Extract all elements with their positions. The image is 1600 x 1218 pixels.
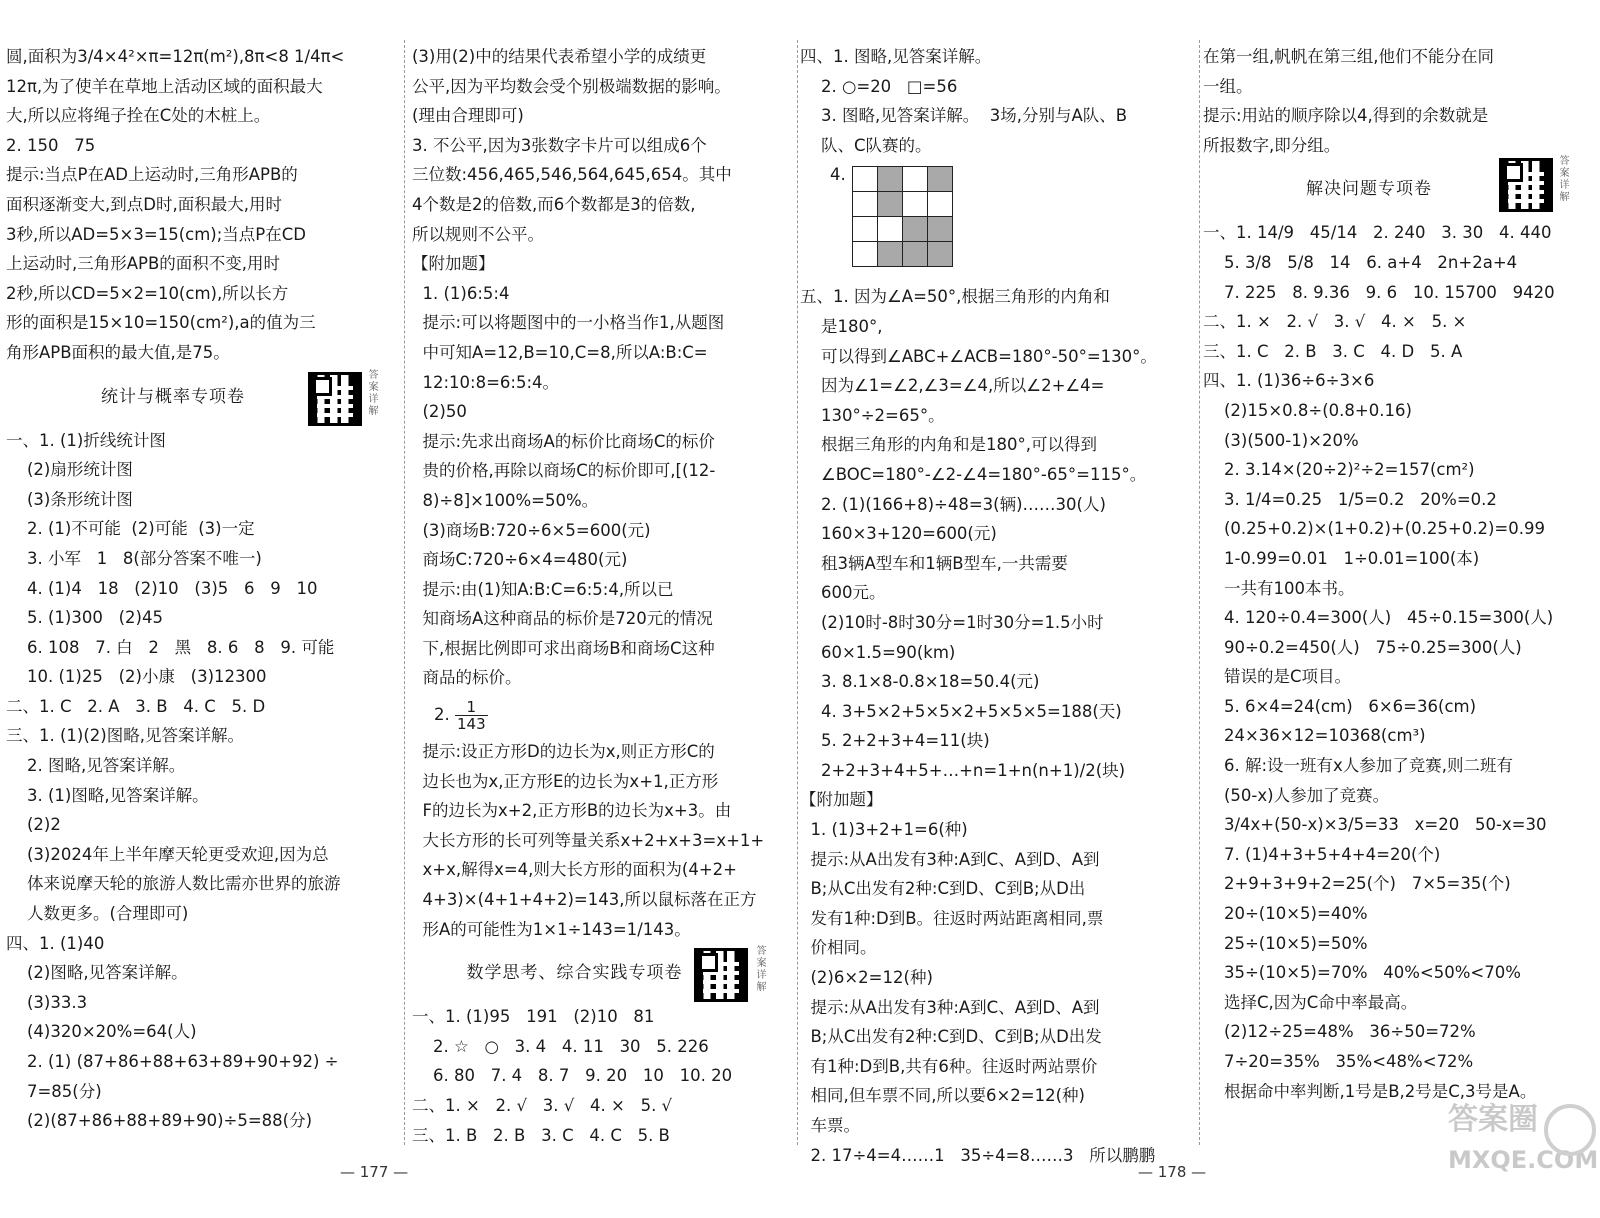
fraction	[455, 699, 488, 732]
text-line: 四、1. (1)40	[6, 933, 105, 953]
page-number-right: — 178 —	[1138, 1163, 1207, 1181]
grid-cell	[928, 192, 953, 217]
text-line: 1. (1)3+2+1=6(种)	[800, 820, 968, 840]
text-line: (4)320×20%=64(人)	[6, 1022, 197, 1042]
text-line: 90÷0.2=450(人) 75÷0.25=300(人)	[1203, 637, 1522, 657]
text-line: 6. 108 7. 白 2 黑 8. 6 8 9. 可能	[6, 637, 335, 657]
qr-label: 答案详解	[1559, 156, 1571, 204]
item-number: 2.	[434, 705, 450, 725]
grid-cell-shaded	[878, 192, 903, 217]
text-line: 2秒,所以CD=5×2=10(cm),所以长方	[6, 283, 289, 303]
text-line: 一、1. (1)折线统计图	[6, 430, 166, 450]
text-line: 在第一组,帆帆在第三组,他们不能分在同	[1203, 47, 1494, 66]
text-line: 上运动时,三角形APB的面积不变,用时	[6, 254, 281, 274]
text-line: 【附加题】	[412, 254, 495, 274]
text-line: (2)50	[412, 402, 467, 422]
text-line: (3)33.3	[6, 992, 88, 1012]
text-line: 3. (1)图略,见答案详解。	[6, 785, 209, 805]
text-line: (2)15×0.8÷(0.8+0.16)	[1203, 400, 1412, 420]
text-line: 一、1. 14/9 45/14 2. 240 3. 30 4. 440	[1203, 223, 1552, 243]
grid-cell	[903, 167, 928, 192]
text-line: 根据三角形的内角和是180°,可以得到	[800, 435, 1097, 455]
section-header	[412, 944, 797, 1002]
text-line: (3)2024年上半年摩天轮更受欢迎,因为总	[6, 844, 329, 864]
grid-cell-shaded	[878, 167, 903, 192]
text-line: 角形APB面积的最大值,是75。	[6, 342, 230, 362]
text-line: 12π,为了使羊在草地上活动区域的面积最大	[6, 76, 323, 96]
text-line: 发有1种:D到B。往返时两站距离相同,票	[800, 908, 1104, 928]
text-line: 3秒,所以AD=5×3=15(cm);当点P在CD	[6, 224, 306, 244]
answer-block	[6, 42, 400, 368]
text-line: 35÷(10×5)=70% 40%<50%<70%	[1203, 963, 1521, 983]
text-line: 130°÷2=65°。	[800, 405, 945, 425]
text-line: (2)(87+86+88+89+90)÷5=88(分)	[6, 1111, 313, 1131]
text-line: 边长也为x,正方形E的边长为x+1,正方形	[412, 771, 719, 791]
qr-label: 答案详解	[756, 946, 768, 994]
text-line: 3/4x+(50-x)×3/5=33 x=20 50-x=30	[1203, 815, 1547, 835]
text-line: 4. 3+5×2+5×5×2+5×5×5=188(天)	[800, 701, 1122, 721]
grid-cell	[853, 242, 878, 267]
text-line: 下,根据比例即可求出商场B和商场C这种	[412, 638, 715, 658]
text-line: 4+3)×(4+1+4+2)=143,所以鼠标落在正方	[412, 890, 757, 910]
section-title: 解决问题专项卷	[1306, 179, 1432, 200]
answer-block	[800, 42, 1195, 160]
text-line: 4个数是2的倍数,而6个数都是3的倍数,	[412, 194, 696, 214]
text-line: 是180°,	[800, 316, 883, 336]
qr-code-icon	[694, 948, 748, 1002]
qr-code-icon	[308, 372, 362, 426]
text-line: 人数更多。(合理即可)	[6, 904, 189, 924]
text-line: 5. 6×4=24(cm) 6×6=36(cm)	[1203, 696, 1477, 716]
grid-cell-shaded	[903, 242, 928, 267]
text-line: 可以得到∠ABC+∠ACB=180°-50°=130°。	[800, 346, 1157, 366]
grid-cell	[853, 192, 878, 217]
text-line: 3. 小军 1 8(部分答案不唯一)	[6, 548, 262, 568]
answer-block	[412, 42, 797, 693]
text-line: (3)用(2)中的结果代表希望小学的成绩更	[412, 47, 707, 66]
text-line: 圆,面积为3/4×4²×π=12π(m²),8π<8 1/4π<	[6, 47, 345, 66]
text-line: 5. 2+2+3+4=11(块)	[800, 731, 990, 751]
text-line: 四、1. 图略,见答案详解。	[800, 47, 992, 66]
text-line: 二、1. C 2. A 3. B 4. C 5. D	[6, 696, 266, 716]
text-line: 提示:设正方形D的边长为x,则正方形C的	[412, 742, 715, 762]
grid-cell	[853, 167, 878, 192]
grid-figure	[800, 160, 1195, 282]
text-line: 1. (1)6:5:4	[412, 283, 510, 303]
text-line: 60×1.5=90(km)	[800, 642, 956, 662]
text-line: 2. (1)不可能 (2)可能 (3)一定	[6, 519, 255, 539]
text-line: 4. 120÷0.4=300(人) 45÷0.15=300(人)	[1203, 608, 1554, 628]
grid-cell	[878, 217, 903, 242]
text-line: x+x,解得x=4,则大长方形的面积为(4+2+	[412, 860, 738, 880]
text-line: 7. 225 8. 9.36 9. 6 10. 15700 9420	[1203, 282, 1555, 302]
text-line: B;从C出发有2种:C到D、C到B;从D出发	[800, 1027, 1102, 1047]
watermark	[1448, 1100, 1598, 1210]
text-line: 选择C,因为C命中率最高。	[1203, 992, 1418, 1012]
text-line: 因为∠1=∠2,∠3=∠4,所以∠2+∠4=	[800, 376, 1105, 396]
column-4	[1203, 42, 1595, 1106]
column-divider	[404, 40, 405, 1145]
text-line: 相同,但车票不同,所以要6×2=12(种)	[800, 1086, 1085, 1106]
text-line: 知商场A这种商品的标价是720元的情况	[412, 609, 713, 629]
text-line: 五、1. 因为∠A=50°,根据三角形的内角和	[800, 287, 1110, 307]
answer-block	[412, 737, 797, 944]
answer-block	[1203, 218, 1595, 1106]
text-line: 错误的是C项目。	[1203, 667, 1352, 687]
text-line: 2+2+3+4+5+…+n=1+n(n+1)/2(块)	[800, 760, 1126, 780]
text-line: 10. (1)25 (2)小康 (3)12300	[6, 667, 267, 687]
text-line: (3)条形统计图	[6, 489, 133, 509]
text-line: 7. (1)4+3+5+4+4=20(个)	[1203, 844, 1441, 864]
text-line: (3)(500-1)×20%	[1203, 430, 1359, 450]
answer-block	[1203, 42, 1595, 160]
text-line: 3. 图略,见答案详解。 3场,分别与A队、B	[800, 106, 1128, 126]
text-line: 租3辆A型车和1辆B型车,一共需要	[800, 553, 1068, 573]
text-line: 三、1. C 2. B 3. C 4. D 5. A	[1203, 341, 1463, 361]
column-divider	[797, 40, 798, 1145]
text-line: (2)扇形统计图	[6, 460, 133, 480]
section-header	[6, 368, 400, 426]
section-title: 数学思考、综合实践专项卷	[466, 963, 683, 984]
text-line: 公平,因为平均数会受个别极端数据的影响。	[412, 76, 731, 96]
text-line: 队、C队赛的。	[800, 135, 932, 155]
text-line: 一、1. (1)95 191 (2)10 81	[412, 1007, 655, 1027]
text-line: 3. 不公平,因为3张数字卡片可以组成6个	[412, 135, 707, 155]
text-line: 提示:从A出发有3种:A到C、A到D、A到	[800, 849, 1100, 869]
text-line: 根据命中率判断,1号是B,2号是C,3号是A。	[1203, 1081, 1537, 1101]
text-line: 600元。	[800, 583, 886, 603]
text-line: 三、1. (1)(2)图略,见答案详解。	[6, 726, 244, 746]
text-line: 7=85(分)	[6, 1081, 102, 1101]
text-line: 【附加题】	[800, 790, 883, 810]
text-line: 24×36×12=10368(cm³)	[1203, 726, 1426, 746]
item-number: 4.	[830, 165, 846, 185]
section-title: 统计与概率专项卷	[101, 386, 245, 407]
text-line: 形A的可能性为1×1÷143=1/143。	[412, 919, 691, 939]
text-line: 6. 解:设一班有x人参加了竞赛,则二班有	[1203, 756, 1514, 776]
column-divider	[1199, 40, 1200, 1145]
text-line: 提示:可以将题图中的一小格当作1,从题图	[412, 313, 725, 333]
section-header	[1203, 156, 1595, 218]
text-line: F的边长为x+2,正方形B的边长为x+3。由	[412, 801, 732, 821]
text-line: 20÷(10×5)=40%	[1203, 904, 1368, 924]
text-line: 2. (1) (87+86+88+63+89+90+92) ÷	[6, 1052, 339, 1071]
qr-code-icon	[1499, 158, 1553, 212]
fraction-answer	[412, 693, 797, 737]
grid-cell-shaded	[903, 217, 928, 242]
text-line: 体来说摩天轮的旅游人数比需亦世界的旅游	[6, 874, 341, 894]
text-line: 商品的标价。	[412, 668, 522, 688]
column-3	[800, 42, 1195, 1170]
text-line: 2. ☆ ○ 3. 4 4. 11 30 5. 226	[412, 1036, 709, 1056]
grid-cell-shaded	[928, 167, 953, 192]
column-1	[6, 42, 400, 1136]
text-line: 6. 80 7. 4 8. 7 9. 20 10 10. 20	[412, 1066, 733, 1086]
watermark-url: MXQE.COM	[1448, 1146, 1599, 1174]
text-line: 提示:当点P在AD上运动时,三角形APB的	[6, 165, 298, 185]
text-line: 7÷20=35% 35%<48%<72%	[1203, 1052, 1474, 1071]
text-line: 车票。	[800, 1116, 860, 1135]
text-line: (2)6×2=12(种)	[800, 968, 933, 988]
text-line: 2. ○=20 □=56	[800, 76, 958, 96]
text-line: B;从C出发有2种:C到D、C到B;从D出	[800, 879, 1086, 899]
text-line: 25÷(10×5)=50%	[1203, 933, 1368, 953]
text-line: (2)图略,见答案详解。	[6, 963, 188, 983]
grid-cell-shaded	[878, 242, 903, 267]
text-line: 4. (1)4 18 (2)10 (3)5 6 9 10	[6, 578, 318, 598]
text-line: 1-0.99=0.01 1÷0.01=100(本)	[1203, 548, 1480, 568]
grid-cell	[903, 192, 928, 217]
text-line: 提示:由(1)知A:B:C=6:5:4,所以已	[412, 579, 674, 599]
text-line: 四、1. (1)36÷6÷3×6	[1203, 371, 1375, 391]
watermark-text: 答案圈	[1448, 1102, 1538, 1137]
text-line: 5. 3/8 5/8 14 6. a+4 2n+2a+4	[1203, 252, 1518, 272]
text-line: 提示:从A出发有3种:A到C、A到D、A到	[800, 997, 1100, 1017]
text-line: 3. 8.1×8-0.8×18=50.4(元)	[800, 672, 1040, 692]
text-line: 160×3+120=600(元)	[800, 524, 997, 544]
watermark-logo-icon	[1544, 1104, 1596, 1156]
text-line: 三位数:456,465,546,564,645,654。其中	[412, 165, 732, 185]
text-line: 大长方形的长可列等量关系x+2+x+3=x+1+	[412, 830, 765, 850]
text-line: 一组。	[1203, 76, 1253, 96]
text-line: 8)÷8]×100%=50%。	[412, 490, 599, 510]
column-2	[412, 42, 797, 1150]
text-line: 所报数字,即分组。	[1203, 135, 1341, 155]
qr-label: 答案详解	[368, 369, 380, 417]
page-number-left: — 177 —	[340, 1163, 409, 1181]
text-line: 所以规则不公平。	[412, 224, 544, 244]
text-line: 中可知A=12,B=10,C=8,所以A:B:C=	[412, 342, 708, 362]
text-line: 商场C:720÷6×4=480(元)	[412, 550, 628, 570]
text-line: 形的面积是15×10=150(cm²),a的值为三	[6, 313, 316, 333]
text-line: 提示:先求出商场A的标价比商场C的标价	[412, 431, 715, 451]
answer-block	[412, 1002, 797, 1150]
text-line: 大,所以应将绳子拴在C处的木桩上。	[6, 106, 271, 126]
text-line: (理由合理即可)	[412, 106, 524, 126]
text-line: (2)10时-8时30分=1时30分=1.5小时	[800, 612, 1104, 632]
text-line: 二、1. × 2. √ 3. √ 4. × 5. √	[412, 1096, 673, 1115]
answer-block	[800, 282, 1195, 1170]
text-line: 12:10:8=6:5:4。	[412, 372, 560, 392]
grid-cell-shaded	[928, 217, 953, 242]
text-line: 2. 3.14×(20÷2)²÷2=157(cm²)	[1203, 460, 1475, 480]
numerator: 1	[455, 699, 488, 716]
text-line: 2. (1)(166+8)÷48=3(辆)……30(人)	[800, 494, 1106, 514]
grid-cell	[853, 217, 878, 242]
text-line: 5. (1)300 (2)45	[6, 608, 163, 628]
text-line: (50-x)人参加了竞赛。	[1203, 785, 1390, 805]
text-line: (2)2	[6, 815, 61, 835]
text-line: 2. 图略,见答案详解。	[6, 756, 186, 776]
text-line: (0.25+0.2)×(1+0.2)+(0.25+0.2)=0.99	[1203, 519, 1545, 539]
text-line: 一共有100本书。	[1203, 578, 1355, 598]
shaded-grid	[852, 166, 953, 267]
answer-block	[6, 426, 400, 1136]
text-line: 提示:用站的顺序除以4,得到的余数就是	[1203, 106, 1489, 126]
text-line: 面积逐渐变大,到点D时,面积最大,用时	[6, 194, 282, 214]
text-line: 价相同。	[800, 938, 877, 958]
text-line: (3)商场B:720÷6×5=600(元)	[412, 520, 651, 540]
grid-cell-shaded	[928, 242, 953, 267]
text-line: 2. 17÷4=4……1 35÷4=8……3 所以鹏鹏	[800, 1145, 1156, 1165]
text-line: 2. 150 75	[6, 135, 96, 155]
denominator: 143	[457, 715, 486, 734]
text-line: 2+9+3+9+2=25(个) 7×5=35(个)	[1203, 874, 1511, 894]
text-line: 贵的价格,再除以商场C的标价即可,[(12-	[412, 461, 716, 481]
text-line: (2)12÷25=48% 36÷50=72%	[1203, 1022, 1476, 1042]
text-line: 二、1. × 2. √ 3. √ 4. × 5. ×	[1203, 312, 1467, 332]
text-line: 有1种:D到B,共有6种。往返时两站票价	[800, 1056, 1098, 1076]
text-line: 三、1. B 2. B 3. C 4. C 5. B	[412, 1125, 670, 1145]
text-line: 3. 1/4=0.25 1/5=0.2 20%=0.2	[1203, 489, 1497, 509]
text-line: ∠BOC=180°-∠2-∠4=180°-65°=115°。	[800, 464, 1147, 484]
